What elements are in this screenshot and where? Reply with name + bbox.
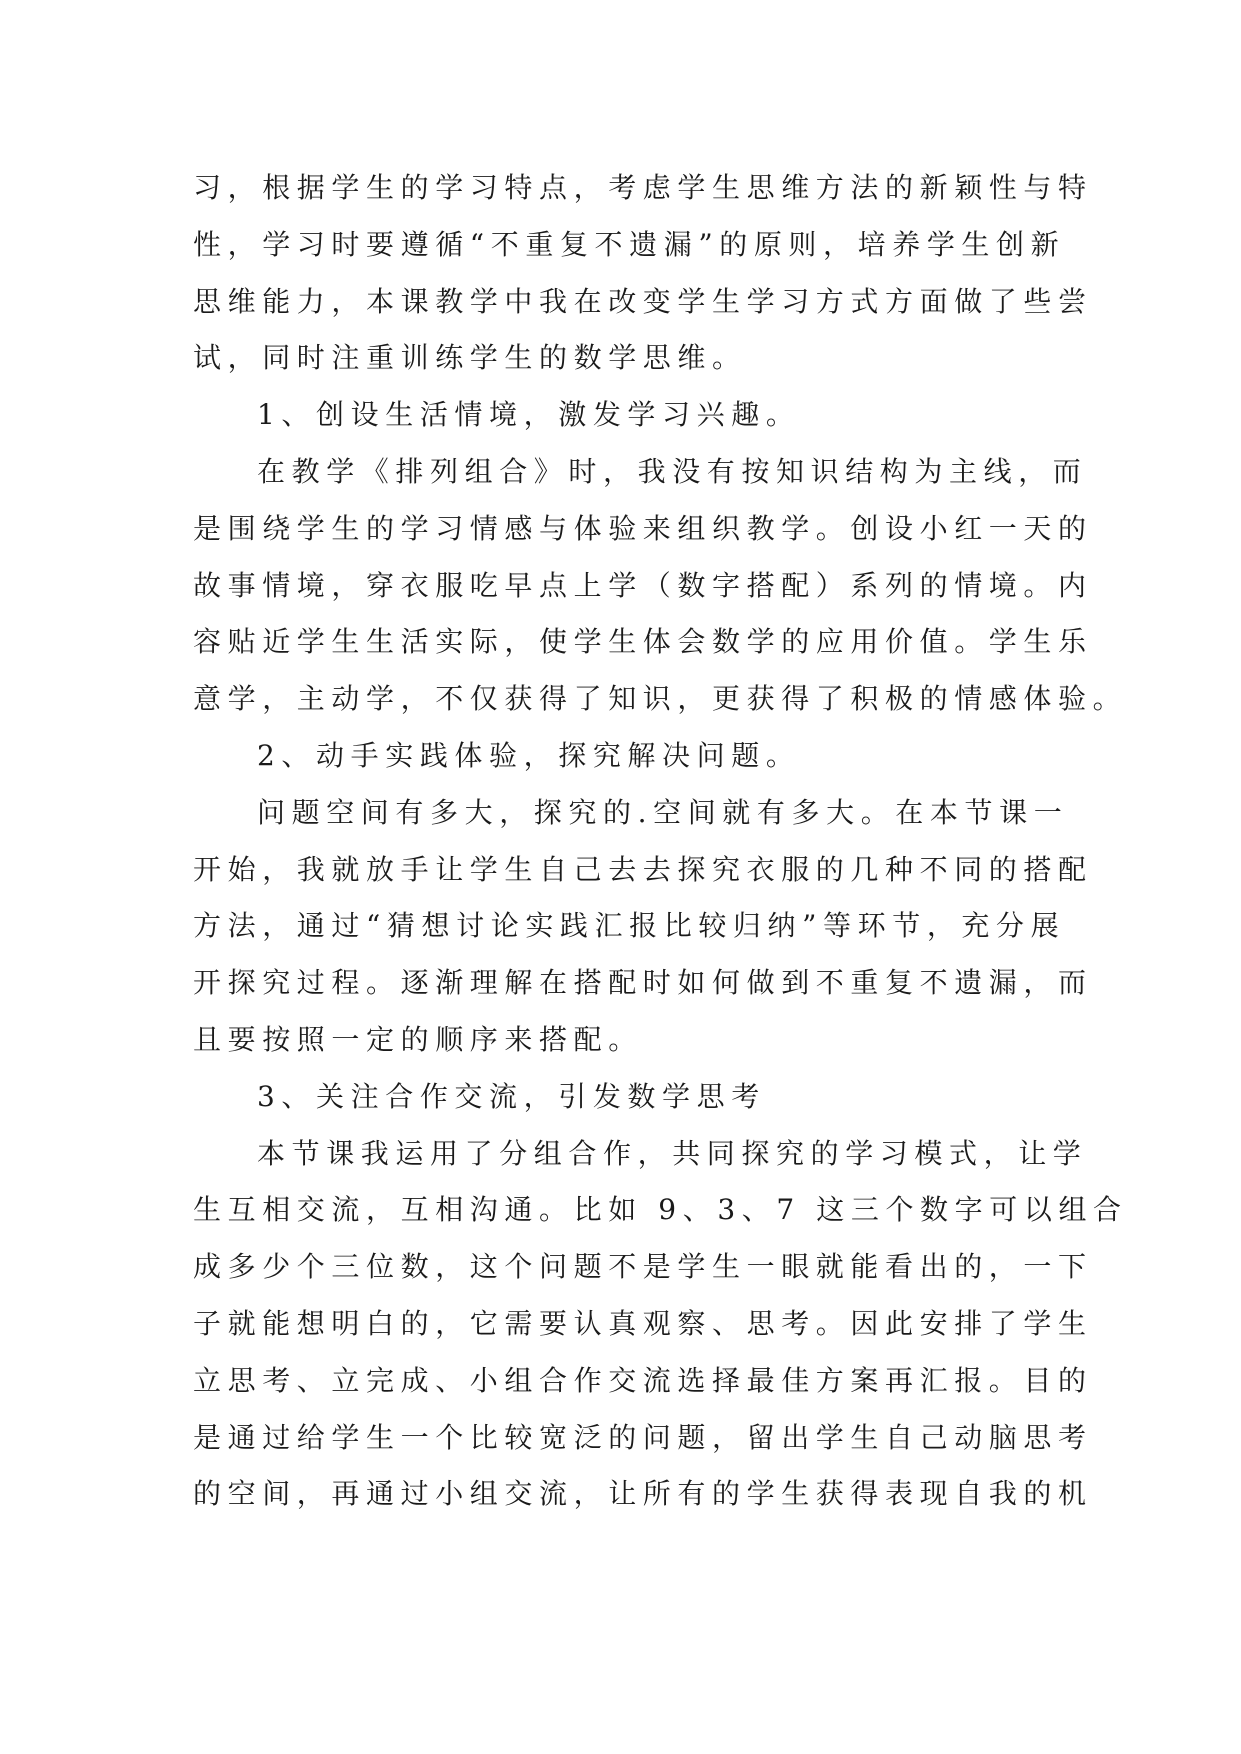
text-line: 性，学习时要遵循“不重复不遗漏”的原则，培养学生创新 [193, 227, 1066, 261]
section-heading-3: 3、关注合作交流，引发数学思考 [257, 1079, 766, 1113]
text-line: 是通过给学生一个比较宽泛的问题，留出学生自己动脑思考 [193, 1420, 1093, 1454]
text-line: 容贴近学生生活实际，使学生体会数学的应用价值。学生乐 [193, 625, 1093, 659]
text-line: 生互相交流，互相沟通。比如 9、3、7 这三个数字可以组合 [193, 1193, 1128, 1227]
text-line: 立思考、立完成、小组合作交流选择最佳方案再汇报。目的 [193, 1363, 1093, 1397]
text-line: 开探究过程。逐渐理解在搭配时如何做到不重复不遗漏，而 [193, 966, 1093, 1000]
text-line: 试，同时注重训练学生的数学思维。 [193, 341, 747, 375]
text-line: 方法，通过“猜想讨论实践汇报比较归纳”等环节，充分展 [193, 909, 1066, 943]
text-line: 开始，我就放手让学生自己去去探究衣服的几种不同的搭配 [193, 852, 1093, 886]
section-heading-1: 1、创设生活情境，激发学习兴趣。 [257, 398, 801, 432]
text-line: 思维能力，本课教学中我在改变学生学习方式方面做了些尝 [193, 284, 1093, 318]
section-heading-2: 2、动手实践体验，探究解决问题。 [257, 738, 801, 772]
text-line: 的空间，再通过小组交流，让所有的学生获得表现自我的机 [193, 1477, 1093, 1511]
text-line: 习，根据学生的学习特点，考虑学生思维方法的新颖性与特 [193, 171, 1093, 204]
text-line: 且要按照一定的顺序来搭配。 [193, 1022, 643, 1056]
text-line: 是围绕学生的学习情感与体验来组织教学。创设小红一天的 [193, 511, 1093, 545]
text-line: 故事情境，穿衣服吃早点上学（数字搭配）系列的情境。内 [193, 568, 1093, 602]
body-text [193, 160, 1128, 1523]
text-line: 本节课我运用了分组合作，共同探究的学习模式，让学 [257, 1136, 1088, 1170]
text-line: 意学，主动学，不仅获得了知识，更获得了积极的情感体验。 [193, 682, 1128, 716]
text-line: 问题空间有多大，探究的.空间就有多大。在本节课一 [257, 795, 1069, 829]
text-line: 子就能想明白的，它需要认真观察、思考。因此安排了学生 [193, 1306, 1093, 1340]
text-line: 成多少个三位数，这个问题不是学生一眼就能看出的，一下 [193, 1250, 1093, 1284]
text-line: 在教学《排列组合》时，我没有按知识结构为主线，而 [257, 454, 1088, 488]
